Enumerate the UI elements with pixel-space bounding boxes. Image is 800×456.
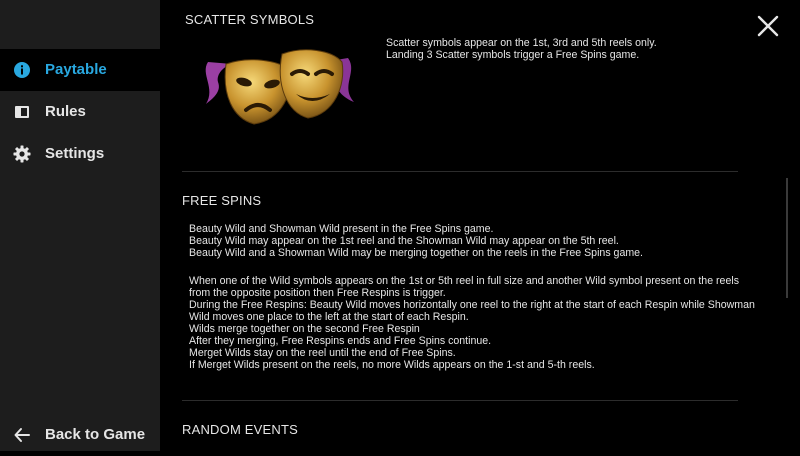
sidebar-item-rules[interactable] bbox=[0, 91, 160, 133]
sidebar-item-settings[interactable] bbox=[0, 133, 160, 175]
free-spins-line: Beauty Wild and a Showman Wild may be merging together on the reels in the Free Spins game. bbox=[189, 247, 644, 259]
info-icon bbox=[13, 61, 31, 79]
free-respins-line: Merget Wilds stay on the reel until the end of Free Spins. bbox=[189, 347, 456, 359]
scrollbar[interactable] bbox=[786, 178, 788, 298]
back-to-game-label: Back to Game bbox=[45, 426, 146, 443]
sidebar-item-label: Rules bbox=[45, 103, 86, 120]
free-respins-line: After they merging, Free Respins ends and Free Spins continue. bbox=[189, 335, 492, 347]
free-respins-line: from the opposite position then Free Respins is trigger. bbox=[189, 287, 446, 299]
gear-icon bbox=[13, 145, 31, 163]
arrow-left-icon bbox=[13, 426, 31, 444]
paytable-content[interactable] bbox=[160, 0, 800, 451]
free-spins-line: Beauty Wild may appear on the 1st reel and the Showman Wild may appear on the 5th reel. bbox=[189, 235, 619, 247]
free-spins-title: FREE SPINS bbox=[182, 193, 262, 208]
free-spins-line: Beauty Wild and Showman Wild present in the Free Spins game. bbox=[189, 223, 494, 235]
random-events-title: RANDOM EVENTS bbox=[182, 422, 299, 437]
sidebar bbox=[0, 0, 160, 451]
free-respins-line: Wild moves one place to the left at the start of each Respin. bbox=[189, 311, 469, 323]
section-divider bbox=[182, 171, 738, 172]
close-icon[interactable] bbox=[756, 14, 780, 38]
scatter-description-line-1: Scatter symbols appear on the 1st, 3rd and 5th reels only. bbox=[386, 37, 657, 49]
free-respins-line: If Merget Wilds present on the reels, no more Wilds appears on the 1-st and 5-th reels. bbox=[189, 359, 595, 371]
book-icon bbox=[13, 103, 31, 121]
free-respins-line: When one of the Wild symbols appears on the 1st or 5th reel in full size and another Wild symbol present on the reels bbox=[189, 275, 739, 287]
sidebar-item-label: Paytable bbox=[45, 61, 107, 78]
sidebar-item-paytable[interactable] bbox=[0, 49, 160, 91]
free-respins-line: During the Free Respins: Beauty Wild moves horizontally one reel to the right at the start of each Respin while Showman bbox=[189, 299, 755, 311]
free-respins-line: Wilds merge together on the second Free Respin bbox=[189, 323, 420, 335]
theater-masks-symbol bbox=[198, 44, 360, 126]
back-to-game-button[interactable] bbox=[0, 414, 160, 456]
scatter-description-line-2: Landing 3 Scatter symbols trigger a Free Spins game. bbox=[386, 49, 640, 61]
section-divider bbox=[182, 400, 738, 401]
scatter-symbols-title: SCATTER SYMBOLS bbox=[185, 12, 315, 27]
sidebar-item-label: Settings bbox=[45, 145, 105, 162]
